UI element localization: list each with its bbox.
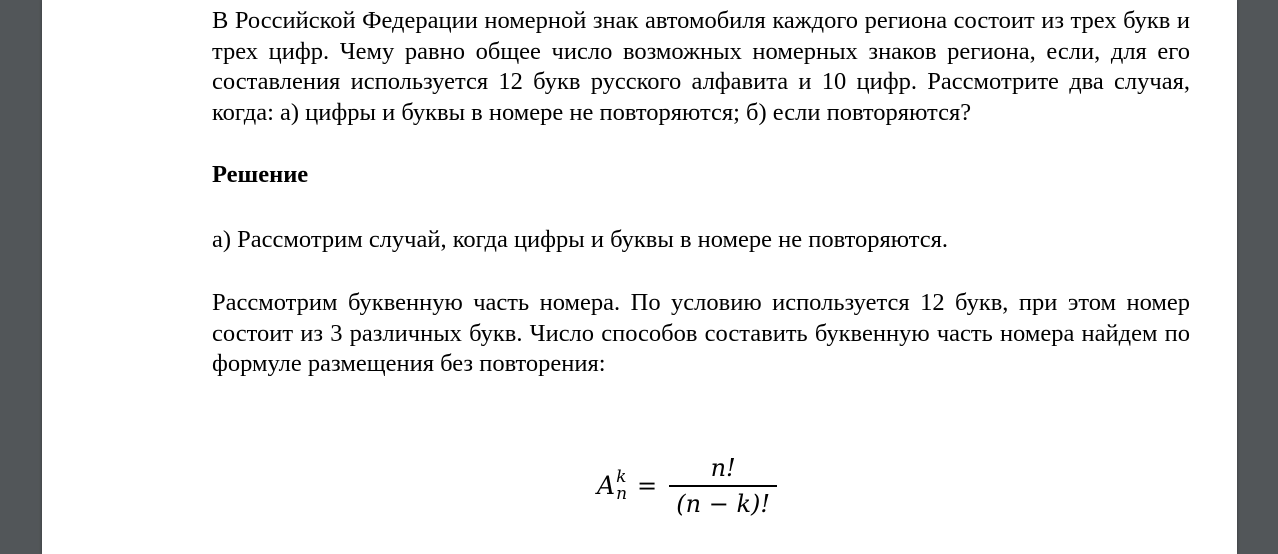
formula-subscript: n <box>616 483 628 504</box>
arrangement-formula <box>597 455 777 517</box>
formula-superscript: k <box>616 466 627 487</box>
letters-paragraph: Рассмотрим буквенную часть номера. По условию используется 12 букв, при этом номер состоит из 3 различных букв. Число способов составить буквенную часть номера найдем по формуле размещения без повторения: <box>212 289 1190 377</box>
formula-symbol: A <box>597 471 616 501</box>
solution-heading: Решение <box>212 161 309 188</box>
document-content <box>212 6 1190 380</box>
formula-numerator: n! <box>710 454 736 482</box>
formula-lhs <box>597 466 628 504</box>
document-page <box>42 0 1237 554</box>
formula-fraction <box>669 455 777 517</box>
case-a-paragraph: а) Рассмотрим случай, когда цифры и буквы в номере не повторяются. <box>212 225 949 253</box>
formula-equals: = <box>637 471 658 500</box>
formula-denominator: (n − k)! <box>676 489 770 518</box>
formula-scripts <box>616 466 628 504</box>
problem-statement: В Российской Федерации номерной знак автомобиля каждого региона состоит из трех букв и трех цифр. Чему равно общее число возможных номерных знаков региона, если, для его составления используется 12 букв русского алфавита и 10 цифр. Рассмотрите два случая, когда: а) цифры и буквы в номере не повторяются; б) если повторяются? <box>212 7 1190 126</box>
